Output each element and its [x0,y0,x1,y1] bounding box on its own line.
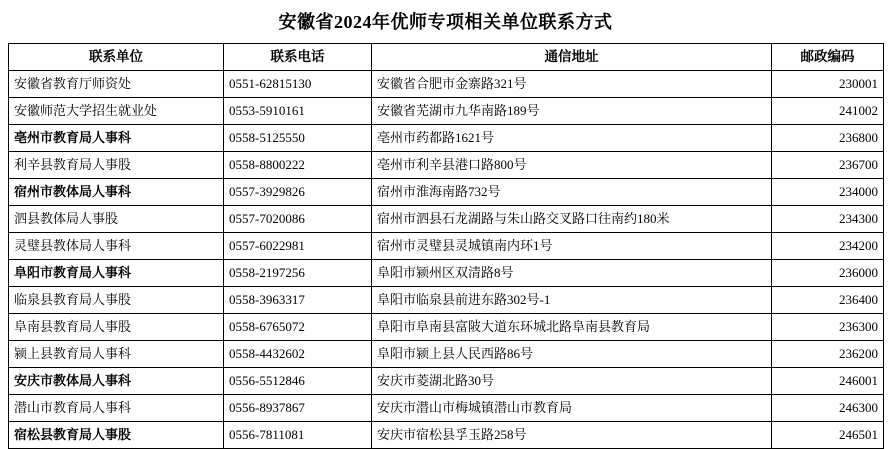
document-page [0,8,891,442]
cell-unit: 灵璧县教体局人事科 [9,233,224,260]
cell-address: 安庆市菱湖北路30号 [372,368,772,395]
cell-phone: 0558-6765072 [224,314,372,341]
column-header-zip: 邮政编码 [772,44,884,71]
cell-phone: 0556-7811081 [224,422,372,449]
cell-phone: 0551-62815130 [224,71,372,98]
column-header-phone: 联系电话 [224,44,372,71]
cell-unit: 阜阳市教育局人事科 [9,260,224,287]
cell-address: 阜阳市阜南县富陂大道东环城北路阜南县教育局 [372,314,772,341]
cell-phone: 0553-5910161 [224,98,372,125]
column-header-address: 通信地址 [372,44,772,71]
cell-unit: 阜南县教育局人事股 [9,314,224,341]
cell-zip: 236400 [772,287,884,314]
cell-zip: 236200 [772,341,884,368]
cell-zip: 236000 [772,260,884,287]
cell-phone: 0558-8800222 [224,152,372,179]
cell-phone: 0558-3963317 [224,287,372,314]
table-row [9,179,884,206]
cell-address: 安徽省芜湖市九华南路189号 [372,98,772,125]
table-row [9,71,884,98]
table-header [9,44,884,71]
table-row [9,98,884,125]
cell-unit: 安徽师范大学招生就业处 [9,98,224,125]
cell-zip: 230001 [772,71,884,98]
cell-unit: 亳州市教育局人事科 [9,125,224,152]
cell-phone: 0557-3929826 [224,179,372,206]
cell-unit: 宿州市教体局人事科 [9,179,224,206]
cell-unit: 利辛县教育局人事股 [9,152,224,179]
table-row [9,341,884,368]
cell-unit: 临泉县教育局人事股 [9,287,224,314]
cell-zip: 236300 [772,314,884,341]
cell-zip: 234000 [772,179,884,206]
cell-phone: 0556-8937867 [224,395,372,422]
cell-address: 阜阳市颍上县人民西路86号 [372,341,772,368]
cell-phone: 0558-5125550 [224,125,372,152]
cell-zip: 236800 [772,125,884,152]
page-title: 安徽省2024年优师专项相关单位联系方式 [278,12,613,32]
cell-unit: 安庆市教体局人事科 [9,368,224,395]
cell-zip: 234300 [772,206,884,233]
column-header-unit: 联系单位 [9,44,224,71]
cell-address: 安庆市潜山市梅城镇潜山市教育局 [372,395,772,422]
cell-phone: 0556-5512846 [224,368,372,395]
cell-address: 阜阳市临泉县前进东路302号-1 [372,287,772,314]
table-row [9,422,884,449]
cell-zip: 246501 [772,422,884,449]
table-row [9,206,884,233]
cell-address: 亳州市药都路1621号 [372,125,772,152]
contact-table [8,43,884,449]
cell-address: 宿州市泗县石龙湖路与朱山路交叉路口往南约180米 [372,206,772,233]
cell-zip: 246001 [772,368,884,395]
table-row [9,260,884,287]
table-header-row [9,44,884,71]
cell-address: 安徽省合肥市金寨路321号 [372,71,772,98]
table-row [9,233,884,260]
cell-phone: 0558-4432602 [224,341,372,368]
cell-phone: 0557-6022981 [224,233,372,260]
cell-address: 阜阳市颍州区双清路8号 [372,260,772,287]
cell-zip: 246300 [772,395,884,422]
cell-zip: 241002 [772,98,884,125]
cell-address: 安庆市宿松县孚玉路258号 [372,422,772,449]
table-row [9,152,884,179]
table-row [9,395,884,422]
cell-unit: 泗县教体局人事股 [9,206,224,233]
cell-unit: 潜山市教育局人事科 [9,395,224,422]
table-body [9,71,884,449]
cell-unit: 颍上县教育局人事科 [9,341,224,368]
cell-address: 亳州市利辛县港口路800号 [372,152,772,179]
table-row [9,314,884,341]
table-container [0,43,891,449]
cell-zip: 236700 [772,152,884,179]
cell-phone: 0558-2197256 [224,260,372,287]
cell-zip: 234200 [772,233,884,260]
cell-address: 宿州市灵璧县灵城镇南内环1号 [372,233,772,260]
table-row [9,368,884,395]
cell-unit: 宿松县教育局人事股 [9,422,224,449]
cell-unit: 安徽省教育厅师资处 [9,71,224,98]
cell-address: 宿州市淮海南路732号 [372,179,772,206]
cell-phone: 0557-7020086 [224,206,372,233]
table-row [9,125,884,152]
table-row [9,287,884,314]
